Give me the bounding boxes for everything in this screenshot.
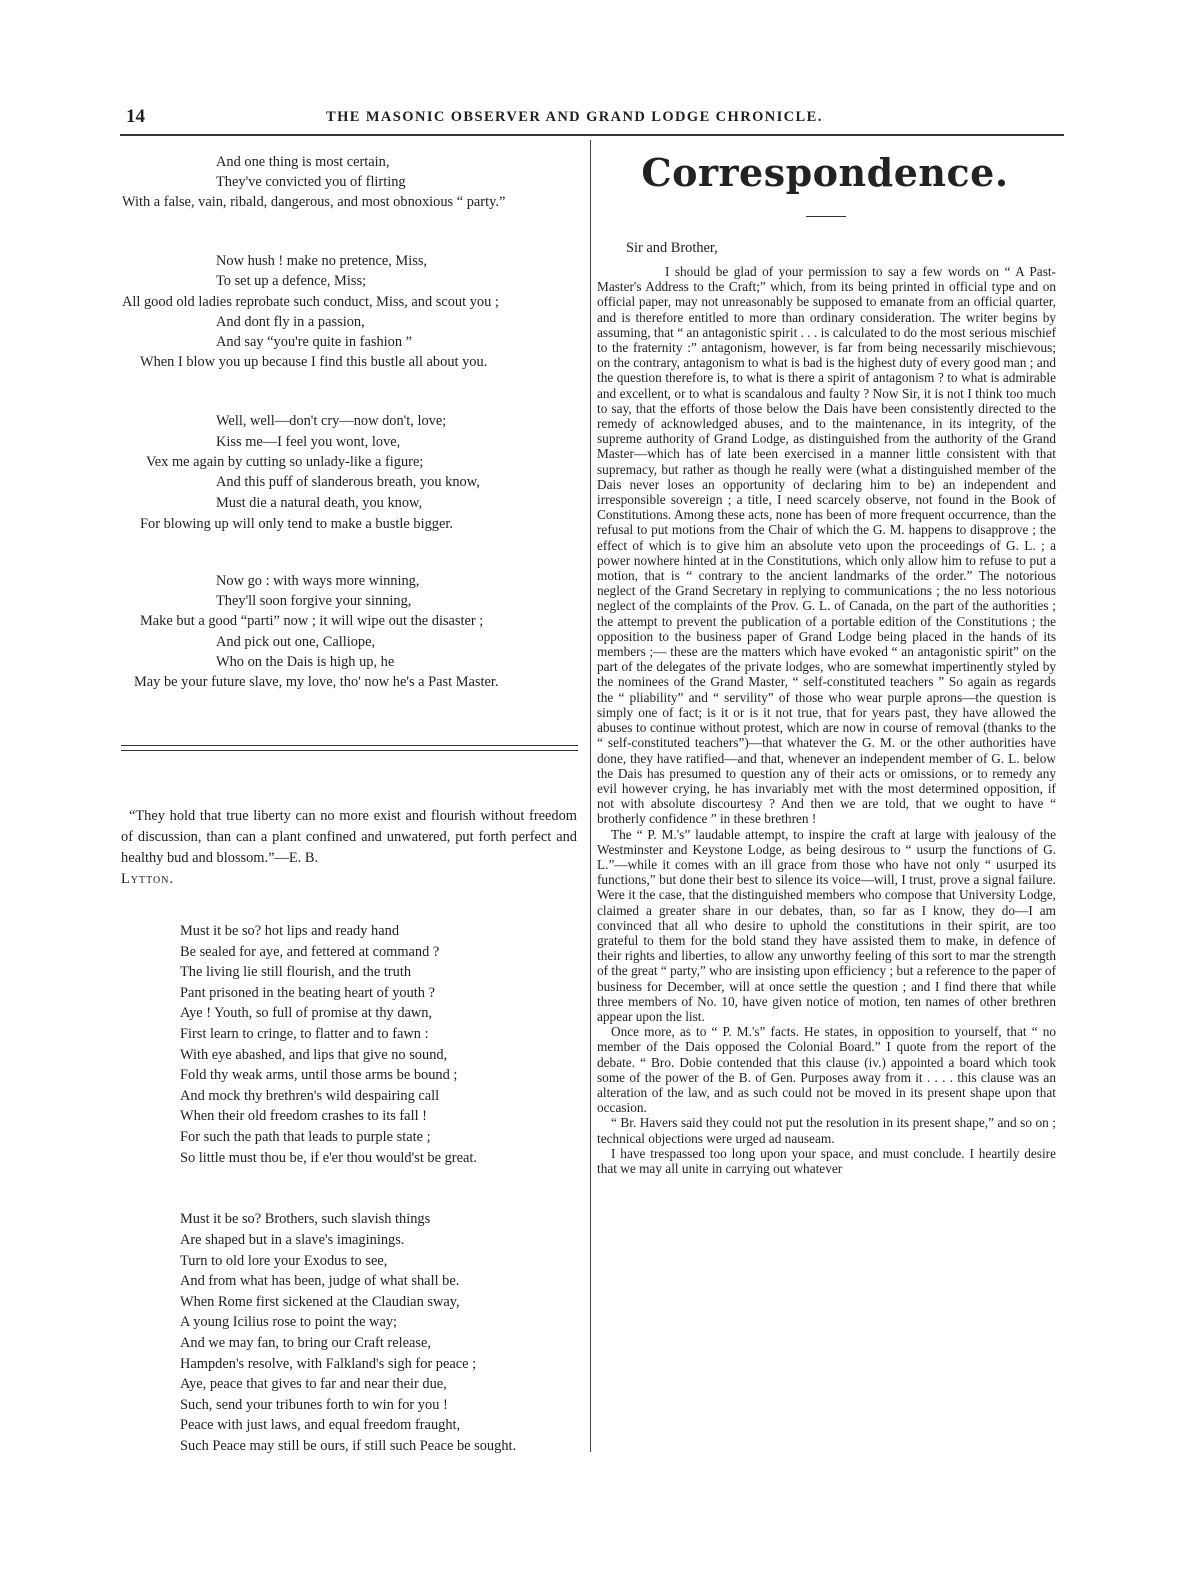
poem-line: Vex me again by cutting so unlady-like a figure; — [146, 454, 424, 470]
poem-line: Well, well—don't cry—now don't, love; — [216, 413, 447, 429]
poem-line: A young Icilius rose to point the way; — [180, 1314, 398, 1330]
poem-line: And dont fly in a passion, — [216, 314, 365, 330]
poem-line: Peace with just laws, and equal freedom fraught, — [180, 1417, 461, 1433]
poem-line: So little must thou be, if e'er thou would'st be great. — [180, 1150, 477, 1166]
poem-line: Must die a natural death, you know, — [216, 495, 423, 511]
letter-paragraph: I should be glad of your permission to say a few words on “ A Past-Master's Address to the Craft;” which, from its being printed in official type and on official paper, may not unreasonably be supposed to emanate from an official quarter, and is therefore entitled to more than ordinary consideration. The writer begins by assuming, that “ an antagonistic spirit . . . is calculated to do the most serious mischief to the fraternity :” antagonism, however, is far from being necessarily mischievous; on the contrary, antagonism to what is bad is the highest duty of every good man ; and the question therefore is, to what is there a spirit of antagonism ? to what is admirable and excellent, or to what is scandalous and faulty ? Now Sir, it is not I think too much to say, that the efforts of those below the Dais have been consistently directed to the remedy of acknowledged abuses, and to the maintenance, in its integrity, of the supreme authority of Grand Lodge, as distinguished from the authority of the Grand Master—which has of late been exercised in a manner little consistent with that supremacy, but rather as though he really were (what a distinguished member of the Dais never loses an opportunity of declaring him to be) an independent and irresponsible sovereign ; a title, I need scarcely observe, not found in the Book of Constitutions. Among these acts, none has been of more frequent occurrence, than the refusal to put motions from the Chair of which the G. M. happens to disapprove ; the effect of which is to give him an absolute veto upon the proceedings of G. L. ; a power nowhere hinted at in the Constitutions, which only allow him to refuse to put a motion, that is “ contrary to the ancient landmarks of the order.” The notorious neglect of the Grand Secretary in replying to communications ; the no less notorious neglect of the complaints of the Prov. G. L. of Canada, on the part of the authorities ; the attempt to prevent the publication of a portable edition of the Constitutions ; the opposition to the business paper of Grand Lodge being placed in the hands of its members ;— these are the matters which have evoked “ an antagonistic spirit” on the part of the delegates of the private lodges, who are somewhat impertinently styled by the nominees of the Grand Master, “ self-constituted teachers ” So again as regards the “ pliability” and “ servility” of those who wear purple aprons—the question is simply one of fact; is it or is it not true, that for years past, they have allowed the abuses to continue without protest, which are now in course of removal (thanks to the “ self-constituted teachers”)—that whatever the G. M. or the other authorities have done, they have ratified—and that, whenever an independent member of G. L. below the Dais has presumed to question any of their acts or omissions, or to remedy any evil however crying, he has invariably met with the most determined opposition, if not with absolute discourtesy ? And then we are told, that we ought to have “ brotherly confidence ” in these brethren ! — [597, 264, 1056, 827]
poem-line: Are shaped but in a slave's imaginings. — [180, 1232, 405, 1248]
section-rule — [121, 750, 578, 751]
poem-line: And one thing is most certain, — [216, 154, 390, 170]
poem-line: With a false, vain, ribald, dangerous, and most obnoxious “ party.” — [122, 194, 506, 210]
quote-author: Lytton. — [121, 871, 175, 887]
letter-paragraph: The “ P. M.'s” laudable attempt, to inspire the craft at large with jealousy of the Westminster and Keystone Lodge, as being desirous to “ usurp the functions of G. L.”—while it comes with an ill grace from those who have not only “ usurped its functions,” but done their best to silence its voice—will, I trust, prove a signal failure. Were it the case, that the distinguished members who compose that University Lodge, claimed a greater share in our debates, than, so far as I know, they do—I am convinced that all who desire to uphold the constitutions in their spirit, are too grateful to them for the bold stand they have assisted them to make, in defence of their rights and liberties, to allow any unworthy feeling of this sort to mar the strength of the great “ party,” who are insisting upon efficiency ; but a reference to the paper of business for December, will at once settle the question ; and I find there that while three members of No. 10, have given notice of motion, ten names of other brethren appear upon the list. — [597, 826, 1056, 1024]
poem-line: For such the path that leads to purple state ; — [180, 1129, 431, 1145]
poem-line: All good old ladies reprobate such conduct, Miss, and scout you ; — [122, 294, 499, 310]
poem-line: Pant prisoned in the beating heart of youth ? — [180, 985, 435, 1001]
letter-body — [597, 264, 1056, 1176]
running-title: THE MASONIC OBSERVER AND GRAND LODGE CHRONICLE. — [326, 109, 823, 125]
letter-paragraph: “ Br. Havers said they could not put the resolution in its present shape,” and so on ; technical objections were urged ad nauseam. — [597, 1115, 1056, 1146]
page-header — [126, 106, 1062, 130]
section-rule — [121, 745, 578, 746]
poem-line: Now hush ! make no pretence, Miss, — [216, 253, 428, 269]
poem-line: When I blow you up because I find this bustle all about you. — [140, 354, 488, 370]
poem-line: Aye, peace that gives to far and near their due, — [180, 1376, 447, 1392]
poem-line: Turn to old lore your Exodus to see, — [180, 1253, 388, 1269]
poem-line: Such Peace may still be ours, if still such Peace be sought. — [180, 1438, 517, 1454]
poem-line: Must it be so? Brothers, such slavish things — [180, 1211, 431, 1227]
poem-line: Kiss me—I feel you wont, love, — [216, 434, 401, 450]
poem-line: Hampden's resolve, with Falkland's sigh for peace ; — [180, 1356, 477, 1372]
column-divider — [590, 140, 591, 1452]
letter-paragraph: Once more, as to “ P. M.'s” facts. He states, in opposition to yourself, that “ no member of the Dais opposed the Colonial Board.” I quote from the report of the debate. “ Bro. Dobie contended that this clause (iv.) appointed a board which took some of the power of the B. of Gen. Purposes away from it . . . . this clause was an alteration of the law, and as such could not be moved in its present shape upon that occasion. — [597, 1024, 1056, 1116]
salutation: Sir and Brother, — [626, 240, 718, 256]
poem-line: First learn to cringe, to flatter and to fawn : — [180, 1026, 429, 1042]
poem-line: With eye abashed, and lips that give no sound, — [180, 1047, 448, 1063]
poem-line: Be sealed for aye, and fettered at command ? — [180, 944, 440, 960]
header-rule — [120, 134, 1064, 136]
poem-line: Such, send your tribunes forth to win for you ! — [180, 1397, 448, 1413]
quote-text: “They hold that true liberty can no more exist and flourish without freedom of discussion, than can a plant confined and unwatered, put forth perfect and healthy bud and blossom.”—E. B. — [121, 808, 577, 866]
poem-line: To set up a defence, Miss; — [216, 273, 367, 289]
poem-line: Make but a good “parti” now ; it will wipe out the disaster ; — [140, 613, 484, 629]
poem-line: And this puff of slanderous breath, you know, — [216, 474, 480, 490]
poem-line: Fold thy weak arms, until those arms be bound ; — [180, 1067, 458, 1083]
poem-line: Now go : with ways more winning, — [216, 573, 420, 589]
poem-line: They'll soon forgive your sinning, — [216, 593, 412, 609]
poem-line: When their old freedom crashes to its fall ! — [180, 1108, 427, 1124]
page-number: 14 — [126, 106, 145, 127]
poem-line: Aye ! Youth, so full of promise at thy dawn, — [180, 1005, 433, 1021]
poem-line: And we may fan, to bring our Craft release, — [180, 1335, 431, 1351]
poem-line: They've convicted you of flirting — [216, 174, 406, 190]
poem-line: For blowing up will only tend to make a bustle bigger. — [140, 516, 453, 532]
poem-line: When Rome first sickened at the Claudian sway, — [180, 1294, 460, 1310]
poem-line: Must it be so? hot lips and ready hand — [180, 923, 400, 939]
epigraph-quote — [121, 806, 577, 890]
poem-line: The living lie still flourish, and the truth — [180, 964, 412, 980]
poem-line: And say “you're quite in fashion ” — [216, 334, 413, 350]
poem-line: And from what has been, judge of what shall be. — [180, 1273, 460, 1289]
title-rule — [806, 216, 846, 217]
poem-line: And pick out one, Calliope, — [216, 634, 376, 650]
poem-line: Who on the Dais is high up, he — [216, 654, 395, 670]
poem-line: May be your future slave, my love, tho' now he's a Past Master. — [134, 674, 499, 690]
section-title: Correspondence. — [641, 150, 1009, 195]
poem-line: And mock thy brethren's wild despairing call — [180, 1088, 440, 1104]
letter-paragraph: I have trespassed too long upon your space, and must conclude. I heartily desire that we may all unite in carrying out whatever — [597, 1145, 1056, 1176]
